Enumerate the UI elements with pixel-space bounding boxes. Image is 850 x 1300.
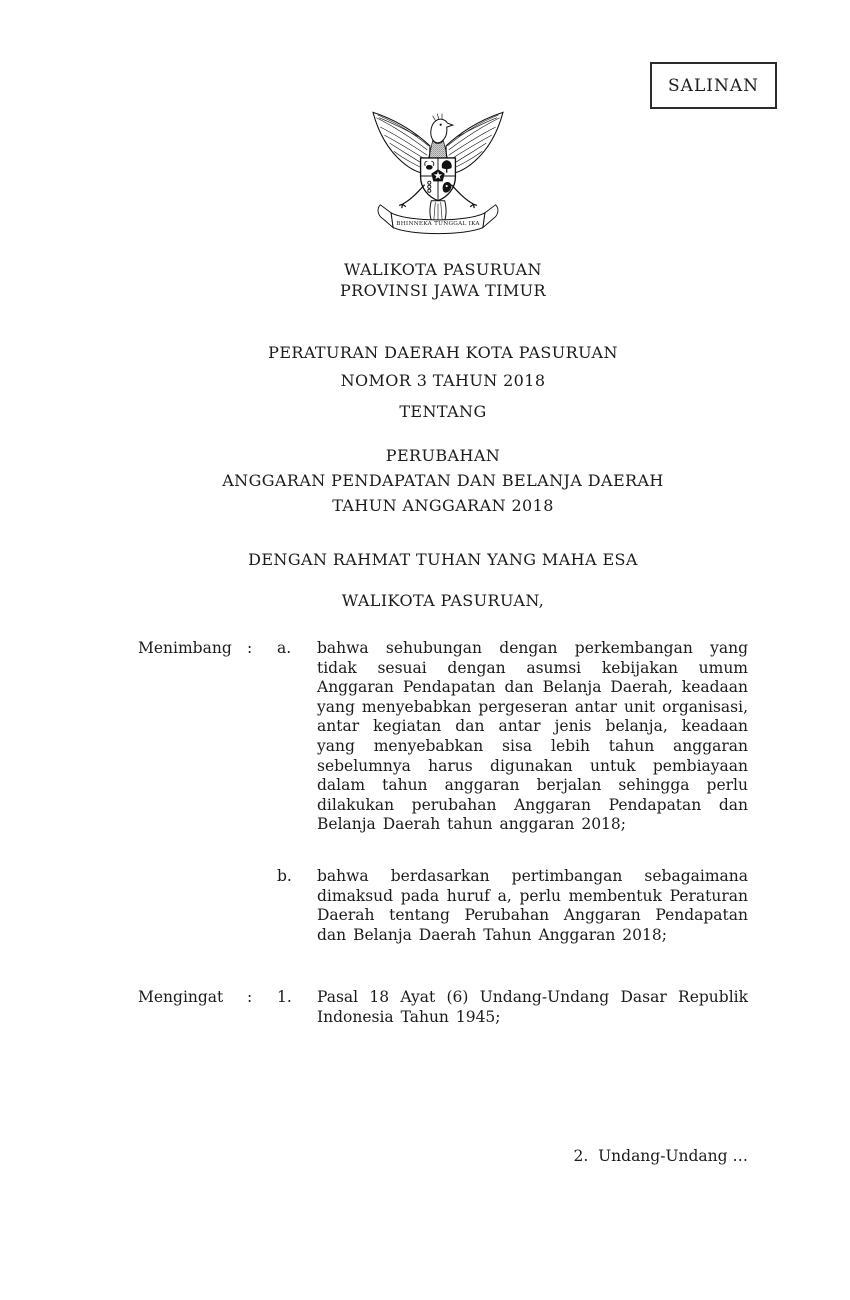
menimbang-item-b-text: bahwa berdasarkan pertimbangan sebagaimana dimaksud pada huruf a, perlu membentuk Peraturan Daerah tentang Perubahan Anggaran Pendapatan dan Belanja Daerah Tahun Anggaran 2018;: [317, 867, 748, 944]
subject-heading: [138, 443, 748, 518]
salinan-stamp-label: SALINAN: [668, 75, 759, 96]
menimbang-label: Menimbang: [138, 639, 232, 657]
menimbang-colon: :: [247, 639, 253, 657]
garuda-head: [431, 114, 453, 143]
subject-line-1: PERUBAHAN: [385, 446, 501, 465]
menimbang-item-b-marker: b.: [277, 867, 292, 885]
catchword-line: 2. Undang-Undang …: [573, 1147, 748, 1165]
document-title: [138, 339, 748, 395]
garuda-pancasila-emblem: [371, 106, 505, 246]
subject-line-2: ANGGARAN PENDAPATAN DAN BELANJA DAERAH: [222, 471, 664, 490]
invocation-line: DENGAN RAHMAT TUHAN YANG MAHA ESA: [248, 550, 638, 569]
letterhead-line1: WALIKOTA PASURUAN: [344, 260, 542, 279]
mengingat-colon: :: [247, 988, 253, 1006]
menimbang-item-a-marker: a.: [277, 639, 292, 657]
salinan-stamp: [650, 62, 777, 109]
mengingat-item-1-text: Pasal 18 Ayat (6) Undang-Undang Dasar Republik Indonesia Tahun 1945;: [317, 988, 748, 1026]
subject-line-3: TAHUN ANGGARAN 2018: [332, 496, 554, 515]
letterhead-line2: PROVINSI JAWA TIMUR: [339, 281, 546, 300]
title-number: NOMOR 3 TAHUN 2018: [340, 371, 546, 390]
issuer-line: WALIKOTA PASURUAN,: [341, 591, 545, 610]
emblem-motto: BHINNEKA TUNGGAL IKA: [396, 220, 480, 227]
mengingat-label: Mengingat: [138, 988, 224, 1006]
tentang-heading: TENTANG: [399, 402, 487, 421]
mengingat-item-1-marker: 1.: [277, 988, 292, 1006]
pancasila-shield: [421, 158, 456, 201]
title-doc-type: PERATURAN DAERAH KOTA PASURUAN: [268, 343, 618, 362]
letterhead: [138, 259, 748, 301]
menimbang-item-a-text: bahwa sehubungan dengan perkembangan yang tidak sesuai dengan asumsi kebijakan umum Anggaran Pendapatan dan Belanja Daerah, keadaan yang menyebabkan pergeseran antar unit organisasi, antar kegiatan dan antar jenis belanja, keadaan yang menyebabkan sisa lebih tahun anggaran sebelumnya harus digunakan untuk pembiayaan dalam tahun anggaran berjalan sehingga perlu dilakukan perubahan Anggaran Pendapatan dan Belanja Daerah tahun anggaran 2018;: [317, 639, 748, 834]
